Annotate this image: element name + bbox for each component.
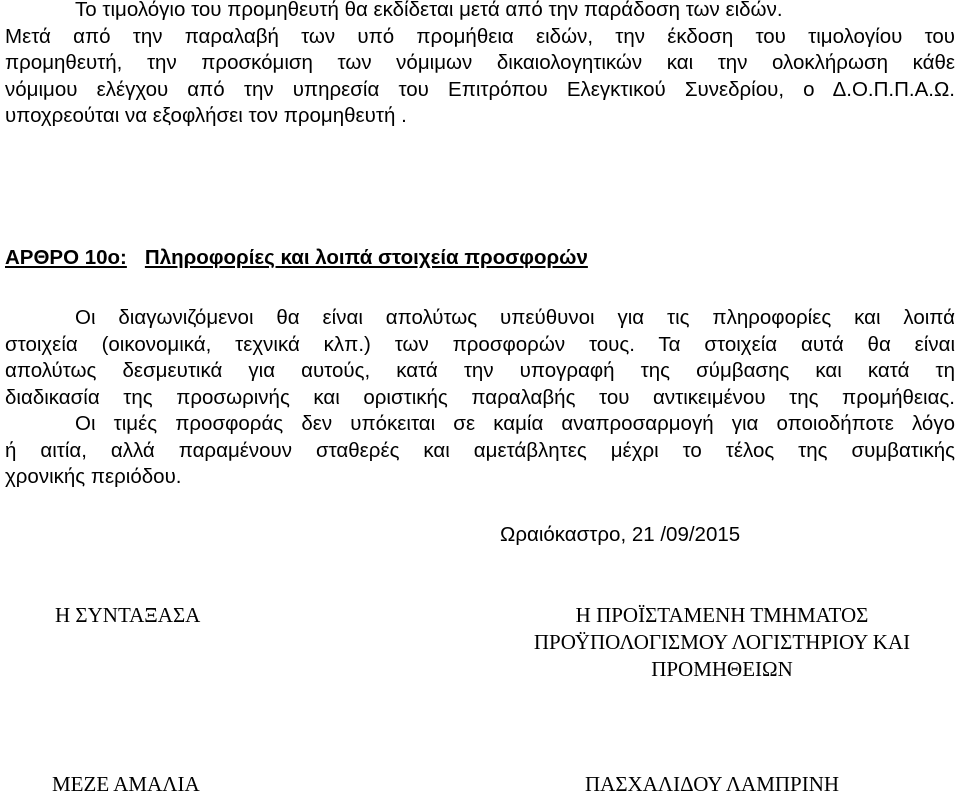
paragraph-line: χρονικής περιόδου. (5, 465, 182, 488)
signature-left-name: ΜΕΖΕ ΑΜΑΛΙΑ (52, 772, 200, 796)
signature-right-title-line: Η ΠΡΟΪΣΤΑΜΕΝΗ ΤΜΗΜΑΤΟΣ (575, 603, 869, 627)
paragraph-line: προμηθευτή, την προσκόμιση των νόμιμων δικαιολογητικών και την ολοκλήρωση κάθε (5, 51, 955, 74)
paragraph-line: απολύτως δεσμευτικά για αυτούς, κατά την υπογραφή της σύμβασης και κατά τη (5, 359, 955, 382)
signature-right-title-line: ΠΡΟΫΠΟΛΟΓΙΣΜΟΥ ΛΟΓΙΣΤΗΡΙΟΥ ΚΑΙ (533, 630, 911, 654)
paragraph-line: στοιχεία (οικονομικά, τεχνικά κλπ.) των προσφορών τους. Τα στοιχεία αυτά θα είναι (5, 332, 955, 356)
offers-paragraph (5, 305, 955, 491)
payment-paragraph (5, 0, 955, 130)
paragraph-line: Οι διαγωνιζόμενοι θα είναι απολύτως υπεύθυνοι για τις πληροφορίες και λοιπά (75, 306, 955, 329)
paragraph-line: διαδικασία της προσωρινής και οριστικής παραλαβής του αντικειμένου της προμήθειας. (5, 385, 955, 409)
paragraph-line: ή αιτία, αλλά παραμένουν σταθερές και αμετάβλητες μέχρι το τέλος της συμβατικής (5, 438, 955, 462)
date-line: Ωραιόκαστρο, 21 /09/2015 (500, 523, 741, 546)
signature-left-title: Η ΣΥΝΤΑΞΑΣΑ (55, 603, 201, 627)
paragraph-line: Το τιμολόγιο του προμηθευτή θα εκδίδεται μετά από την παράδοση των ειδών. (75, 0, 783, 21)
article-label: ΑΡΘΡΟ 10ο: (5, 246, 127, 269)
signature-right-name: ΠΑΣΧΑΛΙΔΟΥ ΛΑΜΠΡΙΝΗ (585, 772, 840, 796)
signature-right-title-line: ΠΡΟΜΗΘΕΙΩΝ (651, 657, 793, 681)
paragraph-line: Μετά από την παραλαβή των υπό προμήθεια ειδών, την έκδοση του τιμολογίου του (5, 24, 955, 48)
paragraph-line: Οι τιμές προσφοράς δεν υπόκειται σε καμία αναπροσαρμογή για οποιοδήποτε λόγο (75, 412, 955, 435)
article-heading (5, 246, 588, 270)
signature-right-title (512, 602, 932, 683)
article-title: Πληροφορίες και λοιπά στοιχεία προσφορών (144, 246, 588, 269)
paragraph-line: υποχρεούται να εξοφλήσει τον προμηθευτή . (5, 104, 407, 127)
paragraph-line: νόμιμου ελέγχου από την υπηρεσία του Επιτρόπου Ελεγκτικού Συνεδρίου, ο Δ.Ο.Π.Π.Α.Ω. (5, 77, 955, 101)
